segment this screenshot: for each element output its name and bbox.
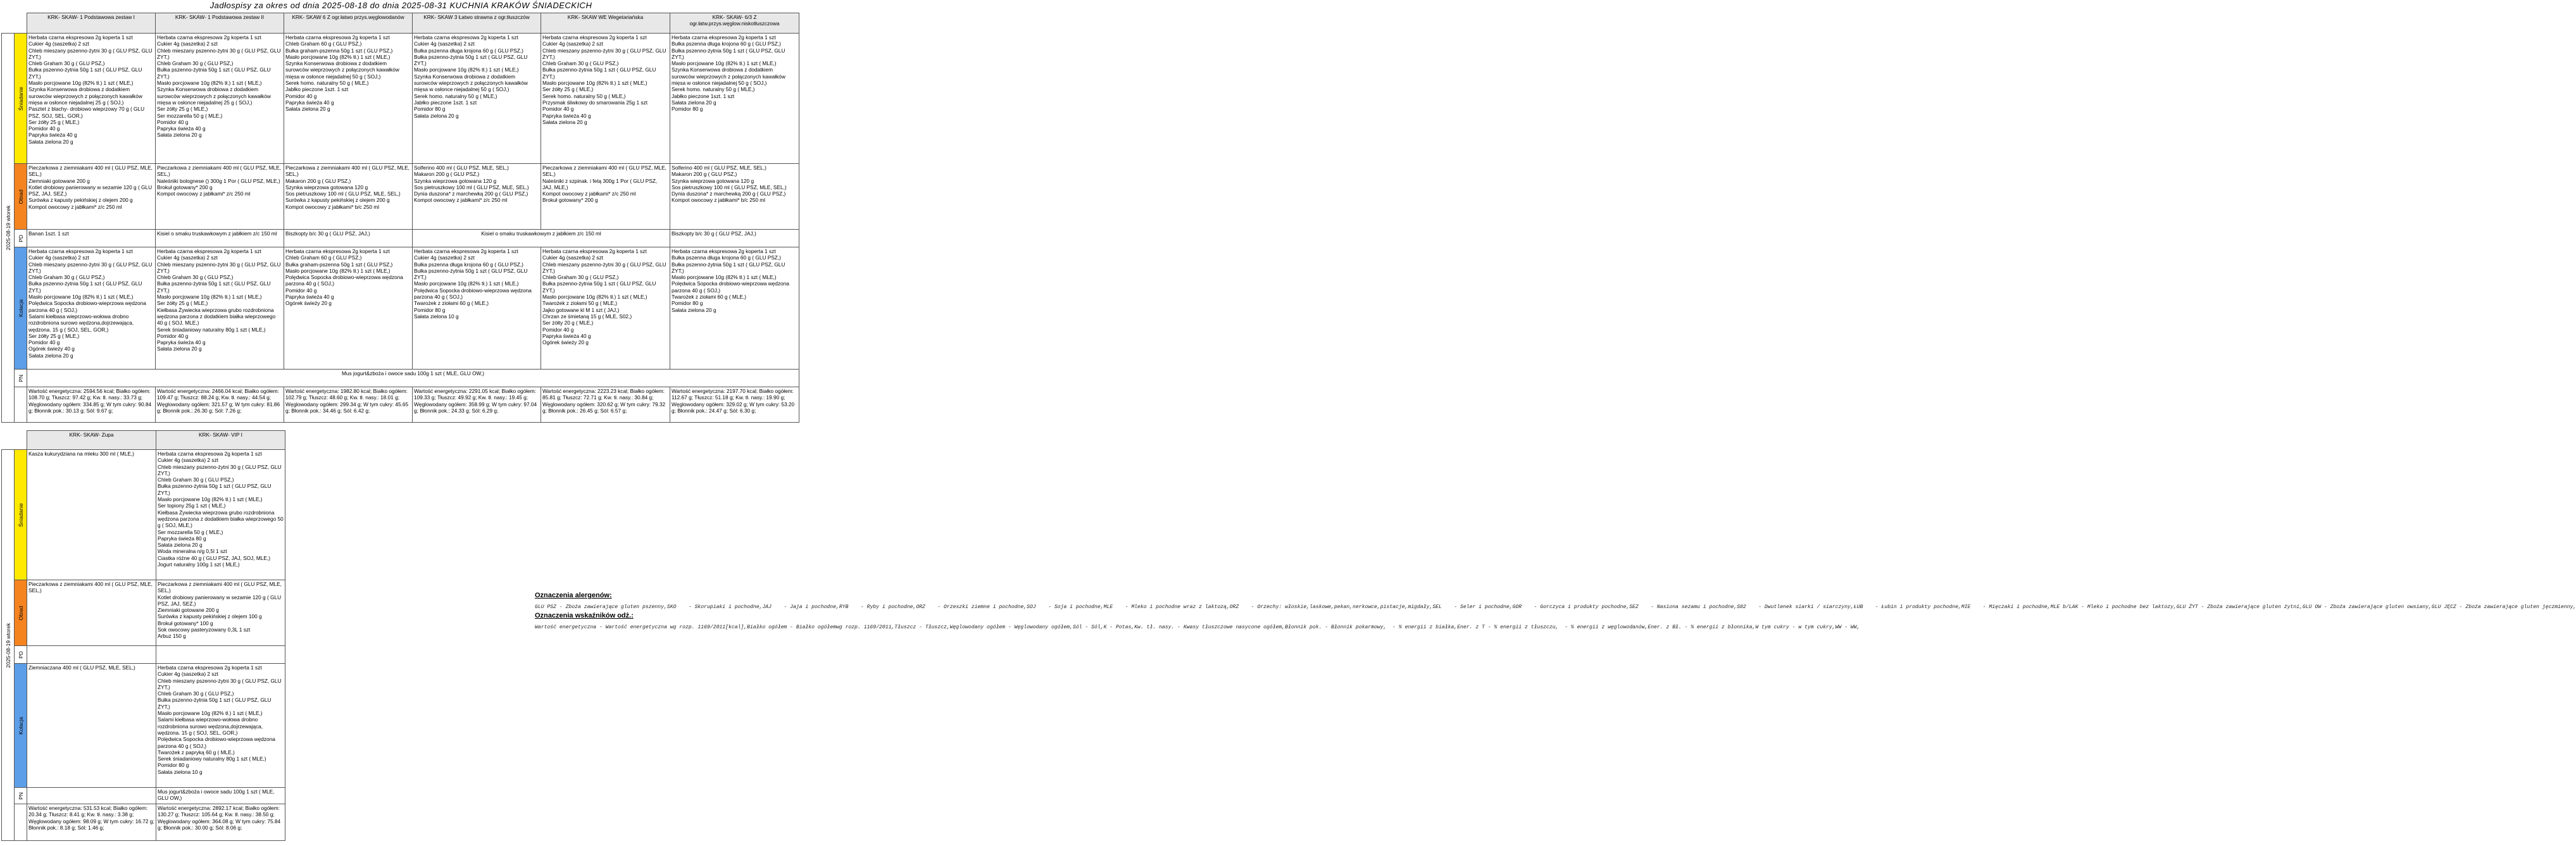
menu-item: ŁUB - Łubin i produkty pochodne, — [1853, 604, 1961, 610]
menu-item: Chleb Graham 60 g ( GLU PSZ,) — [285, 40, 362, 47]
menu-item: Kw. tł. nasy. - Kwasy tłuszczowe nasycone ogółem, — [1134, 625, 1285, 630]
menu-item: Cukier 4g (saszetka) 2 szt — [158, 671, 218, 678]
menu-item: Brokuł gotowany* 100 g — [158, 619, 213, 626]
menu-cell — [284, 164, 413, 230]
menu-item: Ogórek świeży 20 g — [285, 300, 332, 307]
nutrition-cell: Wartość energetyczna: 2291.05 kcal; Białko ogółem: 109.33 g; Tłuszcz: 49.92 g; Kw. tł. nasy.: 19.45 g; Węglowodany ogółem: 358.99 g; W tym cukry: 97.04 g; Błonnik pok.: 24.33 g; Sól: 6.29 g; — [413, 387, 541, 423]
menu-item: Polędwica Sopocka drobiowo-wieprzowa wędzona parzona 40 g ( SOJ,) — [28, 300, 146, 313]
menu-item: Chleb Graham 30 g ( GLU PSZ,) — [542, 274, 619, 281]
menu-item: Brokuł gotowany* 200 g — [157, 184, 213, 190]
menu-item: Masło porcjowane 10g (82% tł.) 1 szt ( MLE,) — [414, 280, 519, 287]
menu-item: Papryka świeża 40 g — [285, 294, 334, 301]
menu-item: MIE - Mięczaki i pochodne, — [1961, 604, 2051, 610]
menu-cell: Kisiel o smaku truskawkowym z jabłkiem z/c 150 ml — [156, 230, 284, 247]
menu-item: Ser żółty 25 g ( MLE,) — [28, 118, 80, 125]
menu-item: W tym cukry - w tym cukry, — [1755, 625, 1835, 630]
menu-item: Szynka wieprzowa gotowana 120 g — [414, 177, 497, 184]
menu-item: Sałata zielona 20 g — [28, 138, 73, 145]
menu-item: Bułka pszenna długa krojona 60 g ( GLU PSZ,) — [414, 47, 523, 54]
menu-item: Sałata zielona 20 g — [158, 542, 203, 549]
menu-cell — [156, 664, 285, 788]
menu-cell — [27, 34, 156, 164]
menu-item: Pieczarkowa z ziemniakami 400 ml ( GLU PSZ, MLE, SEL,) — [285, 165, 410, 178]
menu-item: Polędwica Sopocka drobiowo-wieprzowa wędzona parzona 40 g ( SOJ,) — [672, 280, 789, 294]
menu-cell — [670, 247, 799, 370]
menu-item: Cukier 4g (saszetka) 2 szt — [157, 254, 218, 261]
menu-item: Ser żółty 25 g ( MLE,) — [28, 332, 80, 339]
date-label: 2025-08-19 wtorek — [4, 205, 11, 251]
menu-cell — [284, 247, 413, 370]
menu-item: Ser żółty 25 g ( MLE,) — [157, 300, 208, 307]
menu-item: JAJ - Jaja i pochodne, — [762, 604, 839, 610]
menu-item: GLU ŻYT - Zboża zawierające gluten żytni, — [2176, 604, 2303, 610]
menu-item: Papryka świeża 40 g — [285, 99, 334, 106]
menu-item: Sałata zielona 20 g — [28, 352, 73, 359]
menu-item: Makaron 200 g ( GLU PSZ,) — [414, 171, 480, 178]
menu-item: Cukier 4g (saszetka) 2 szt — [28, 254, 89, 261]
menu-item: - % energii z węglowodanów, — [1558, 625, 1648, 630]
menu-item: Naleśniki z szpinak. i fetą 300g 1 Por ( GLU PSZ, JAJ, MLE,) — [542, 177, 658, 190]
menu-item: Surówka z kapusty pekińskiej z olejem 100 g — [158, 613, 262, 620]
menu-item: Chleb Graham 30 g ( GLU PSZ,) — [157, 60, 234, 67]
menu-item: Sok owocowy pasteryzowany 0,3L 1 szt — [158, 626, 251, 633]
menu-item: MLE b/LAK - Mleko i pochodne bez laktozy, — [2050, 604, 2177, 610]
menu-item: Herbata czarna ekspresowa 2g koperta 1 szt — [158, 664, 262, 671]
date-label: 2025-08-19 wtorek — [4, 623, 11, 668]
date-cell — [2, 34, 15, 423]
menu-item: Ziemniaki gotowane 200 g — [158, 607, 219, 614]
column-header: KRK- SKAW 3 Łatwo strawna z ogr.tłuszczów — [413, 13, 541, 34]
menu-item: Szynka Konserwowa drobiowa z dodatkiem surowców wieprzowych z połączonych kawałków mięsa w osłonce niejadalnej 25 g ( SOJ,) — [28, 86, 142, 106]
menu-item: Kompot owocowy z jabłkami* z/c 250 ml — [542, 190, 636, 197]
menu-item: Arbuz 150 g — [158, 633, 186, 640]
menu-item: Bułka pszenno-żytnia 50g 1 szt ( GLU PSZ, GLU ŻYT,) — [542, 66, 656, 80]
menu-cell — [27, 664, 156, 788]
menu-cell — [156, 34, 284, 164]
menu-item: Herbata czarna ekspresowa 2g koperta 1 szt — [157, 34, 261, 40]
menu-item: Polędwica Sopocka drobiowo-wieprzowa wędzona parzona 40 g ( SOJ,) — [414, 287, 532, 301]
nutrition-cell: Wartość energetyczna: 2223.23 kcal; Białko ogółem: 85.81 g; Tłuszcz: 72.71 g; Kw. tł. nasy.: 30.84 g; Węglowodany ogółem: 320.62 g; W tym cukry: 79.32 g; Błonnik pok.: 26.45 g; Sól: 6.57 g; — [541, 387, 670, 423]
menu-item: Kotlet drobiowy panierowany w sezamie 120 g ( GLU PSZ, JAJ, SEZ,) — [158, 594, 282, 607]
indicators-list — [535, 624, 1860, 631]
menu-item: Herbata czarna ekspresowa 2g koperta 1 szt — [672, 34, 776, 40]
date-cell — [2, 450, 15, 841]
meal-label-lunch: Obiad — [15, 164, 27, 230]
menu-item: Białko ogółem - Białko ogółemwg rozp. 1169/2011, — [747, 625, 895, 630]
menu-item: Masło porcjowane 10g (82% tł.) 1 szt ( MLE,) — [28, 294, 134, 301]
menu-item: Masło porcjowane 10g (82% tł.) 1 szt ( MLE,) — [285, 267, 391, 274]
menu-item: Chleb mieszany pszenno-żytni 30 g ( GLU PSZ, GLU ŻYT,) — [28, 47, 153, 60]
menu-item: Twarożek z ziołami 60 g ( MLE,) — [672, 294, 747, 301]
menu-item: Serek homo. naturalny 50 g ( MLE,) — [414, 92, 497, 99]
menu-item: Szynka wieprzowa gotowana 120 g — [672, 177, 754, 184]
menu-cell — [27, 580, 156, 646]
menu-item: Sos pietruszkowy 100 ml ( GLU PSZ, MLE, SEL,) — [285, 190, 401, 197]
nutrition-cell: Wartość energetyczna: 2466.04 kcal; Białko ogółem: 109.47 g; Tłuszcz: 88.24 g; Kw. tł. nasy.: 44.54 g; Węglowodany ogółem: 321.57 g; W tym cukry: 81.86 g; Błonnik pok.: 26.30 g; Sól: 7.26 g; — [156, 387, 284, 423]
menu-item: Polędwica Sopocka drobiowo-wieprzowa wędzona parzona 40 g ( SOJ,) — [158, 736, 275, 749]
menu-item: Szynka Konserwowa drobiowa z dodatkiem surowców wieprzowych z połączonych kawałków mięsa w osłonce niejadalnej 50 g ( SOJ,) — [285, 60, 399, 80]
menu-item: Masło porcjowane 10g (82% tł.) 1 szt ( MLE,) — [158, 710, 263, 717]
menu-item: Chleb mieszany pszenno-żytni 30 g ( GLU PSZ, GLU ŻYT,) — [158, 463, 282, 476]
menu-item: Jabłko pieczone 1szt. 1 szt — [285, 86, 349, 93]
menu-item: Kiełbasa Żywiecka wieprzowa grubo rozdrobniona wędzona parzona z dodatkiem białka wieprzowego 50 g ( SOJ, MLE,) — [158, 509, 284, 529]
meal-label-lunch: Obiad — [15, 580, 27, 646]
meal-label-snack: PD — [15, 230, 27, 247]
menu-item: Papryka świeża 80 g — [158, 535, 206, 542]
menu-cell — [413, 34, 541, 164]
menu-item: Chleb mieszany pszenno-żytni 30 g ( GLU PSZ, GLU ŻYT,) — [158, 677, 282, 690]
menu-item: Bułka pszenno-żytnia 50g 1 szt ( GLU PSZ, GLU ŻYT,) — [28, 280, 142, 294]
menu-item: Przysmak śliwkowy do smarowania 25g 1 szt — [542, 99, 647, 106]
menu-item: Pomidor 40 g — [542, 326, 574, 333]
menu-item: Szynka Konserwowa drobiowa z dodatkiem surowców wieprzowych z połączonych kawałków mięsa w osłonce niejadalnej 25 g ( SOJ,) — [157, 86, 271, 106]
menu-item: Sałata zielona 10 g — [158, 768, 203, 775]
menu-item: Masło porcjowane 10g (82% tł.) 1 szt ( MLE,) — [285, 53, 391, 60]
menu-item: GLU OW - Zboża zawierające gluten owsiany, — [2302, 604, 2432, 610]
menu-item: Chleb Graham 30 g ( GLU PSZ,) — [158, 476, 234, 483]
menu-item: Bułka pszenno-żytnia 50g 1 szt ( GLU PSZ, GLU ŻYT,) — [157, 280, 271, 294]
menu-item: Twarożek z ziołami 60 g ( MLE,) — [414, 300, 489, 307]
menu-item: Pieczarkowa z ziemniakami 400 ml ( GLU PSZ, MLE, SEL,) — [28, 165, 153, 178]
menu-item: Bułka pszenno-żytnia 50g 1 szt ( GLU PSZ, GLU ŻYT,) — [542, 280, 656, 294]
menu-item: Bułka pszenna długa krojona 60 g ( GLU PSZ,) — [414, 261, 523, 268]
menu-item: Bułka pszenno-żytnia 50g 1 szt ( GLU PSZ, GLU ŻYT,) — [414, 267, 528, 281]
menu-item: Pomidor 40 g — [542, 106, 574, 113]
menu-item: Pomidor 40 g — [285, 92, 317, 99]
menu-item: Masło porcjowane 10g (82% tł.) 1 szt ( MLE,) — [157, 294, 262, 301]
menu-item: Ser mozzarella 50 g ( MLE,) — [157, 112, 223, 119]
menu-cell: Banan 1szt. 1 szt — [27, 230, 156, 247]
menu-cell: Mus jogurt&zboża i owoce sadu 100g 1 szt ( MLE, GLU OW,) — [156, 788, 285, 804]
menu-item: Kompot owocowy z jabłkami* b/c 250 ml — [285, 203, 380, 210]
menu-cell — [670, 164, 799, 230]
legend — [535, 592, 2576, 631]
menu-item: Chleb Graham 60 g ( GLU PSZ,) — [285, 254, 362, 261]
menu-item: SEZ - Nasiona sezamu i pochodne, — [1629, 604, 1737, 610]
menu-item: S02 - Dwutlenek siarki / siarczyny, — [1737, 604, 1854, 610]
menu-item: Sałata zielona 20 g — [414, 112, 459, 119]
menu-item: Sałata zielona 20 g — [672, 306, 716, 313]
menu-item: Serek śniadaniowy naturalny 80g 1 szt ( MLE,) — [158, 756, 266, 762]
menu-item: Kompot owocowy z jabłkami* b/c 250 ml — [672, 197, 766, 204]
menu-item: Masło porcjowane 10g (82% tł.) 1 szt ( MLE,) — [414, 66, 519, 73]
menu-cell — [284, 34, 413, 164]
menu-item: Herbata czarna ekspresowa 2g koperta 1 szt — [672, 248, 776, 254]
menu-item: Sól - Sól, — [1073, 625, 1104, 630]
menu-item: WW - WW, — [1835, 625, 1860, 630]
menu-item: Chleb mieszany pszenno-żytni 30 g ( GLU PSZ, GLU ŻYT,) — [157, 47, 281, 60]
menu-item: Brokuł gotowany* 200 g — [542, 197, 598, 204]
menu-item: Ziemniaki gotowane 200 g — [28, 177, 90, 184]
menu-item: Bułka pszenno-żytnia 50g 1 szt ( GLU PSZ, GLU ŻYT,) — [28, 66, 142, 80]
menu-item: GOR - Gorczyca i produkty pochodne, — [1512, 604, 1630, 610]
nutrition-cell: Wartość energetyczna: 2197.70 kcal; Białko ogółem: 112.67 g; Tłuszcz: 51.18 g; Kw. tł. nasy.: 19.90 g; Węglowodany ogółem: 329.02 g; W tym cukry: 53.20 g; Błonnik pok.: 24.47 g; Sól: 6.30 g; — [670, 387, 799, 423]
menu-item: Papryka świeża 40 g — [28, 132, 77, 139]
menu-item: Masło porcjowane 10g (82% tł.) 1 szt ( MLE,) — [28, 80, 134, 87]
menu-item: Pieczarkowa z ziemniakami 400 ml ( GLU PSZ, MLE, SEL,) — [28, 581, 153, 594]
column-header: KRK- SKAW- 1 Podstawowa zestaw II — [156, 13, 284, 34]
menu-item: Pasztet z blachy- drobiowo wieprzowy 70 g ( GLU PSZ, SOJ, SEL, GOR,) — [28, 106, 145, 119]
menu-item: Pieczarkowa z ziemniakami 400 ml ( GLU PSZ, MLE, SEL,) — [158, 581, 282, 594]
menu-item: Pieczarkowa z ziemniakami 400 ml ( GLU PSZ, MLE, SEL,) — [542, 165, 666, 178]
meal-label-late-snack: PN — [15, 370, 27, 387]
menu-item: Sałata zielona 20 g — [285, 106, 330, 113]
menu-item: Chleb mieszany pszenno-żytni 30 g ( GLU PSZ, GLU ŻYT,) — [542, 261, 666, 274]
menu-item: Jogurt naturalny 100g 1 szt ( MLE,) — [158, 561, 240, 568]
column-header: KRK- SKAW- 1 Podstawowa zestaw I — [27, 13, 156, 34]
menu-item: Ser mozzarella 50 g ( MLE,) — [158, 528, 223, 535]
menu-item: Szynka wieprzowa gotowana 120 g — [285, 184, 368, 190]
menu-item: Salami kiełbasa wieprzowo-wołowa drobno rozdrobniona surowo wędzona,dojrzewająca, wędzona. 15 g ( SOJ, SEL, GOR,) — [28, 313, 134, 333]
menu-item: Błonnik pok. - Błonnik pokarmowy, — [1285, 625, 1387, 630]
menu-item: Ser żółty 25 g ( MLE,) — [542, 86, 594, 93]
menu-item: Ciastka różne 40 g ( GLU PSZ, JAJ, SOJ, MLE,) — [158, 554, 270, 561]
menu-item: Jajko gotowane kl M 1 szt ( JAJ,) — [542, 306, 620, 313]
menu-item: Pieczarkowa z ziemniakami 400 ml ( GLU PSZ, MLE, SEL,) — [157, 165, 281, 178]
menu-cell — [27, 788, 156, 804]
menu-item: Sałata zielona 20 g — [672, 99, 716, 106]
menu-item: Salami kiełbasa wieprzowo-wołowa drobno rozdrobniona surowo wędzona,dojrzewająca, wędzona. 15 g ( SOJ, SEL, GOR,) — [158, 716, 263, 736]
menu-item: Papryka świeża 40 g — [542, 332, 591, 339]
menu-item: Tłuszcz - Tłuszcz, — [894, 625, 950, 630]
menu-item: Cukier 4g (saszetka) 2 szt — [414, 40, 475, 47]
menu-cell — [156, 164, 284, 230]
menu-cell — [541, 164, 670, 230]
menu-cell — [541, 34, 670, 164]
menu-item: Kompot owocowy z jabłkami* z/c 250 ml — [157, 190, 251, 197]
menu-item: Chleb mieszany pszenno-żytni 30 g ( GLU PSZ, GLU ŻYT,) — [28, 261, 153, 274]
menu-item: Masło porcjowane 10g (82% tł.) 1 szt ( MLE,) — [157, 80, 262, 87]
menu-item: Solferino 400 ml ( GLU PSZ, MLE, SEL,) — [414, 165, 509, 171]
menu-item: Cukier 4g (saszetka) 2 szt — [414, 254, 475, 261]
menu-item: Herbata czarna ekspresowa 2g koperta 1 szt — [542, 34, 647, 40]
menu-item: Cukier 4g (saszetka) 2 szt — [157, 40, 218, 47]
menu-item: ORZ - Orzechy: włoskie,laskowe,pekan,nerkowce,pistacje,migdały, — [1229, 604, 1433, 610]
menu-item: Ener. z T - % energii z tłuszczu, — [1457, 625, 1559, 630]
menu-item: Surówka z kapusty pekińskiej z olejem 200 g — [28, 197, 133, 204]
menu-item: Dynia duszona* z marchewką 200 g ( GLU PSZ,) — [672, 190, 786, 197]
menu-item: Naleśniki bolognese () 300g 1 Por ( GLU PSZ, MLE,) — [157, 177, 280, 184]
menu-item: Kompot owocowy z jabłkami* z/c 250 ml — [414, 197, 508, 204]
allergens-list — [535, 604, 2576, 611]
menu-item: Herbata czarna ekspresowa 2g koperta 1 szt — [28, 34, 133, 40]
menu-cell — [413, 247, 541, 370]
menu-cell: Biszkopty b/c 30 g ( GLU PSZ, JAJ,) — [284, 230, 413, 247]
menu-item: Cukier 4g (saszetka) 2 szt — [28, 40, 89, 47]
menu-item: Ener. z Bł. - % energii z błonnika, — [1648, 625, 1756, 630]
menu-cell: Kisiel o smaku truskawkowym z jabłkiem z/c 150 ml — [413, 230, 670, 247]
menu-item: Serek homo. naturalny 50 g ( MLE,) — [285, 80, 369, 87]
menu-item: Masło porcjowane 10g (82% tł.) 1 szt ( MLE,) — [672, 60, 777, 67]
meal-label-dinner: Kolacja — [15, 247, 27, 370]
menu-item: Pomidor 40 g — [157, 332, 189, 339]
menu-item: Serek homo. naturalny 50 g ( MLE,) — [542, 92, 626, 99]
menu-item: Bułka pszenno-żytnia 50g 1 szt ( GLU PSZ, GLU ŻYT,) — [158, 697, 272, 710]
menu-cell — [156, 247, 284, 370]
column-header: KRK- SKAW- 6/3 Z ogr.łatw.przys.węglow.niskotłuszczowa — [670, 13, 799, 34]
menu-item: Herbata czarna ekspresowa 2g koperta 1 szt — [285, 34, 390, 40]
menu-item: Papryka świeża 40 g — [157, 339, 206, 346]
menu-item: Bułka pszenna długa krojona 60 g ( GLU PSZ,) — [672, 254, 781, 261]
nutrition-cell: Wartość energetyczna: 2892.17 kcal; Białko ogółem: 130.27 g; Tłuszcz: 105.64 g; Kw. tł. nasy.: 38.50 g; Węglowodany ogółem: 364.08 g; W tym cukry: 75.84 g; Błonnik pok.: 30.00 g; Sól: 8.06 g; — [156, 804, 285, 841]
menu-item: Surówka z kapusty pekińskiej z olejem 200 g — [285, 197, 390, 204]
menu-item: Kotlet drobiowy panierowany w sezamie 120 g ( GLU PSZ, JAJ, SEZ,) — [28, 184, 153, 197]
menu-item: Chleb mieszany pszenno-żytni 30 g ( GLU PSZ, GLU ŻYT,) — [157, 261, 281, 274]
menu-item: GLU JĘCZ - Zboża zawierające gluten jęczmienny, — [2431, 604, 2576, 610]
menu-item: Pomidor 40 g — [285, 287, 317, 294]
menu-item: Pomidor 80 g — [672, 300, 703, 307]
menu-item: Pomidor 40 g — [28, 339, 60, 346]
menu-item: Bułka pszenno-żytnia 50g 1 szt ( GLU PSZ, GLU ŻYT,) — [672, 261, 785, 274]
menu-item: Herbata czarna ekspresowa 2g koperta 1 szt — [414, 248, 518, 254]
menu-item: Sałata zielona 20 g — [157, 132, 202, 139]
menu-item: Cukier 4g (saszetka) 2 szt — [542, 40, 603, 47]
nutrition-cell: Wartość energetyczna: 1982.80 kcal; Białko ogółem: 102.79 g; Tłuszcz: 48.60 g; Kw. tł. nasy.: 18.01 g; Węglowodany ogółem: 299.34 g; W tym cukry: 45.65 g; Błonnik pok.: 34.46 g; Sól: 6.42 g; — [284, 387, 413, 423]
menu-item: Dynia duszona* z marchewką 200 g ( GLU PSZ,) — [414, 190, 528, 197]
menu-item: Ser topiony 25g 1 szt ( MLE,) — [158, 502, 226, 509]
menu-item: RYB - Ryby i pochodne, — [839, 604, 916, 610]
menu-cell — [413, 164, 541, 230]
menu-item: K - Potas, — [1103, 625, 1135, 630]
menu-item: ORZ - Orzeszki ziemne i pochodne, — [916, 604, 1027, 610]
nutrition-cell: Wartość energetyczna: 531.53 kcal; Białko ogółem: 20.34 g; Tłuszcz: 8.41 g; Kw. tł. nasy.: 3.38 g; Węglowodany ogółem: 98.09 g; W tym cukry: 16.72 g; Błonnik pok.: 8.18 g; Sól: 1.46 g; — [27, 804, 156, 841]
menu-item: Masło porcjowane 10g (82% tł.) 1 szt ( MLE,) — [158, 496, 263, 503]
column-header: KRK- SKAW- Zupa — [27, 431, 156, 450]
menu-item: Cukier 4g (saszetka) 2 szt — [158, 457, 218, 464]
menu-item: Chleb Graham 30 g ( GLU PSZ,) — [158, 690, 234, 697]
menu-item: Solferino 400 ml ( GLU PSZ, MLE, SEL,) — [672, 165, 766, 171]
menu-item: Twarożek z ziołami 50 g ( MLE,) — [542, 300, 618, 307]
menu-item: Bułka pszenno-żytnia 50g 1 szt ( GLU PSZ, GLU ŻYT,) — [157, 66, 271, 80]
menu-item: Kasza kukurydziana na mleku 300 ml ( MLE,) — [28, 451, 134, 457]
menu-item: Papryka świeża 40 g — [542, 112, 591, 119]
menu-item: Herbata czarna ekspresowa 2g koperta 1 szt — [414, 34, 518, 40]
menu-item: Sos pietruszkowy 100 ml ( GLU PSZ, MLE, SEL,) — [672, 184, 787, 190]
menu-item: SOJ - Soja i pochodne, — [1027, 604, 1104, 610]
page-title: Jadłospisy za okres od dnia 2025-08-18 do dnia 2025-08-31 KUCHNIA KRAKÓW ŚNIADECKICH — [209, 1, 592, 10]
menu-item: Serek homo. naturalny 50 g ( MLE,) — [672, 86, 755, 93]
menu-item: Szynka Konserwowa drobiowa z dodatkiem surowców wieprzowych z połączonych kawałków mięsa w osłonce niejadalnej 50 g ( SOJ,) — [414, 73, 528, 93]
menu-item: Masło porcjowane 10g (82% tł.) 1 szt ( MLE,) — [672, 274, 777, 281]
menu-item: Bułka graham-pszenna 50g 1 szt ( GLU PSZ,) — [285, 261, 393, 268]
menu-table-main — [1, 13, 799, 423]
menu-item: Kompot owocowy z jabłkami* z/c 250 ml — [28, 203, 122, 210]
menu-item: Herbata czarna ekspresowa 2g koperta 1 szt — [28, 248, 133, 254]
allergens-title: Oznaczenia alergenów: — [535, 592, 612, 599]
menu-item: Szynka Konserwowa drobiowa z dodatkiem surowców wieprzowych z połączonych kawałków mięsa w osłonce niejadalnej 50 g ( SOJ,) — [672, 66, 785, 87]
menu-item: Pomidor 80 g — [414, 306, 446, 313]
menu-item: Bułka pszenna długa krojona 60 g ( GLU PSZ,) — [672, 40, 781, 47]
menu-item: Ser żółty 25 g ( MLE,) — [157, 106, 208, 113]
column-header: KRK- SKAW 6 Z ogr.łatwo przys.węglowodanów — [284, 13, 413, 34]
menu-item: Twarożek z papryką 60 g ( MLE,) — [158, 749, 235, 756]
menu-item: Sałata zielona 20 g — [542, 118, 587, 125]
menu-item: Masło porcjowane 10g (82% tł.) 1 szt ( MLE,) — [542, 294, 647, 301]
menu-item: Jabłko pieczone 1szt. 1 szt — [672, 92, 735, 99]
menu-cell — [156, 450, 285, 580]
menu-item: Herbata czarna ekspresowa 2g koperta 1 szt — [285, 248, 390, 254]
menu-item: MLE - Mleko i pochodne wraz z laktozą, — [1103, 604, 1230, 610]
menu-item: Herbata czarna ekspresowa 2g koperta 1 szt — [158, 451, 262, 457]
menu-item: Cukier 4g (saszetka) 2 szt — [542, 254, 603, 261]
meal-label-breakfast: Śniadanie — [15, 34, 27, 164]
menu-item: Pomidor 80 g — [672, 106, 703, 113]
menu-item: Bułka pszenno-żytnia 50g 1 szt ( GLU PSZ, GLU ŻYT,) — [158, 483, 272, 496]
menu-item: Węglowodany ogółem - Węglowodany ogółem, — [949, 625, 1073, 630]
menu-item: SEL - Seler i pochodne, — [1432, 604, 1513, 610]
menu-item: Chleb Graham 30 g ( GLU PSZ,) — [28, 274, 105, 281]
menu-item: Sałata zielona 10 g — [414, 313, 459, 320]
menu-cell — [541, 247, 670, 370]
menu-item: Woda mineralna n/g 0,5l 1 szt — [158, 548, 227, 555]
menu-cell: Biszkopty b/c 30 g ( GLU PSZ, JAJ,) — [670, 230, 799, 247]
column-header: KRK- SKAW WE Wegetariańska — [541, 13, 670, 34]
menu-item: SKO - Skorupiaki i pochodne, — [666, 604, 763, 610]
menu-item: Chleb Graham 30 g ( GLU PSZ,) — [542, 60, 619, 67]
menu-item: Chleb Graham 30 g ( GLU PSZ,) — [157, 274, 234, 281]
menu-item: Masło porcjowane 10g (82% tł.) 1 szt ( MLE,) — [542, 80, 647, 87]
menu-table-secondary — [1, 430, 285, 841]
menu-item: Serek śniadaniowy naturalny 80g 1 szt ( MLE,) — [157, 326, 266, 333]
menu-item: Ziemniaczana 400 ml ( GLU PSZ, MLE, SEL,) — [28, 664, 135, 671]
menu-item: Sałata zielona 20 g — [157, 345, 202, 352]
menu-cell — [156, 580, 285, 646]
meal-label-dinner: Kolacja — [15, 664, 27, 788]
menu-item: Bułka graham-pszenna 50g 1 szt ( GLU PSZ,) — [285, 47, 393, 54]
nutrition-cell: Wartość energetyczna: 2594.56 kcal; Białko ogółem: 108.70 g; Tłuszcz: 97.42 g; Kw. tł. nasy.: 33.73 g; Węglowodany ogółem: 334.85 g; W tym cukry: 90.84 g; Błonnik pok.: 30.13 g; Sól: 9.67 g; — [27, 387, 156, 423]
menu-item: Bułka pszenno-żytnia 50g 1 szt ( GLU PSZ, GLU ŻYT,) — [672, 47, 785, 60]
meal-label-breakfast: Śniadanie — [15, 450, 27, 580]
menu-item: Wartość energetyczna - Wartość energetyczna wg rozp. 1169/2011[kcal], — [535, 625, 747, 630]
meal-label-snack: PD — [15, 646, 27, 664]
menu-item: Kiełbasa Żywiecka wieprzowa grubo rozdrobniona wędzona parzona z dodatkiem białka wieprzowego 40 g ( SOJ, MLE,) — [157, 306, 276, 327]
menu-item: Chleb Graham 30 g ( GLU PSZ,) — [28, 60, 105, 67]
menu-item: Papryka świeża 40 g — [157, 125, 206, 132]
menu-item: Chrzan ze śmietaną 15 g ( MLE, S02,) — [542, 313, 632, 320]
menu-item: Sos pietruszkowy 100 ml ( GLU PSZ, MLE, SEL,) — [414, 184, 529, 190]
indicators-title: Oznaczenia wskaźników odż.: — [535, 612, 634, 619]
menu-item: Pomidor 40 g — [28, 125, 60, 132]
menu-item: - % energii z białka, — [1386, 625, 1458, 630]
menu-item: Pomidor 80 g — [158, 762, 189, 769]
menu-item: Herbata czarna ekspresowa 2g koperta 1 szt — [542, 248, 647, 254]
menu-item: Bułka pszenno-żytnia 50g 1 szt ( GLU PSZ, GLU ŻYT,) — [414, 53, 528, 67]
menu-cell — [27, 247, 156, 370]
menu-item: Chleb mieszany pszenno-żytni 30 g ( GLU PSZ, GLU ŻYT,) — [542, 47, 666, 60]
menu-item: GLU PSZ - Zboża zawierające gluten pszenny, — [535, 604, 667, 610]
menu-item: Ser żółty 20 g ( MLE,) — [542, 320, 594, 327]
menu-item: Jabłko pieczone 1szt. 1 szt — [414, 99, 477, 106]
menu-item: Makaron 200 g ( GLU PSZ,) — [672, 171, 737, 178]
column-header: KRK- SKAW- VIP I — [156, 431, 285, 450]
menu-cell — [27, 450, 156, 580]
menu-cell — [670, 34, 799, 164]
menu-cell — [27, 164, 156, 230]
menu-item: Ogórek świeży 20 g — [542, 339, 589, 346]
menu-item: Herbata czarna ekspresowa 2g koperta 1 szt — [157, 248, 261, 254]
menu-item: Pomidor 80 g — [414, 106, 446, 113]
meal-label-late-snack: PN — [15, 788, 27, 804]
menu-item: Makaron 200 g ( GLU PSZ,) — [285, 177, 351, 184]
menu-cell: Mus jogurt&zboża i owoce sadu 100g 1 szt ( MLE, GLU OW,) — [27, 370, 799, 387]
menu-item: Pomidor 40 g — [157, 118, 189, 125]
menu-item: Polędwica Sopocka drobiowo-wieprzowa wędzona parzona 40 g ( SOJ,) — [285, 274, 403, 287]
menu-item: Ogórek świeży 40 g — [28, 345, 75, 352]
